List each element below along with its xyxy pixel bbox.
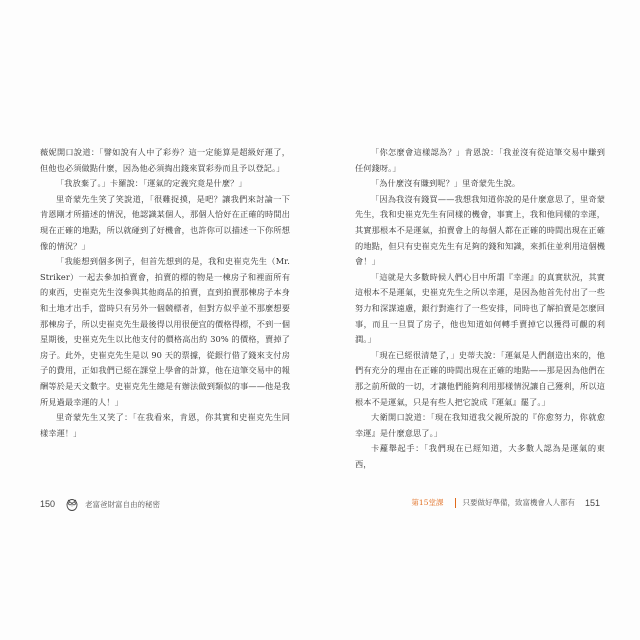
left-paragraph-3: 里奇蒙先生笑了笑說道，「很難捉摸，是吧？讓我們來討論一下肯恩剛才所描述的情況，他認識某個人，那個人恰好在正確的時間出現在正確的地點，所以就碰到了好機會，也許你可以描述一下你所想像的情況？」 — [40, 193, 290, 251]
left-page-number: 150 — [40, 499, 56, 509]
right-page-number: 151 — [584, 497, 600, 508]
owl-icon — [65, 497, 79, 511]
right-running-head: 只要做好準備，致富機會人人都有 — [462, 498, 575, 507]
right-paragraph-1: 「你怎麼會這樣認為？」肯恩說：「我並沒有從這筆交易中賺到任何錢呀。」 — [355, 147, 605, 173]
right-paragraph-6: 大衛開口說道：「現在我知道我父親所說的『你愈努力，你就愈幸運』是什麼意思了。」 — [355, 412, 605, 438]
left-paragraph-1: 薇妮開口說道：「譬如說有人中了彩券？這一定能算是超級好運了，但他也必須做點什麼，因為他必須掏出錢來買彩券而且予以登記。」 — [40, 147, 290, 173]
right-paragraph-7: 卡蘿舉起手：「我們現在已經知道，大多數人認為是運氣的東西， — [355, 443, 605, 469]
right-paragraph-5: 「現在已經很清楚了，」史蒂夫說：「運氣是人們創造出來的，他們有充分的理由在正確的時間出現在正確的地點——那是因為他們在那之前所做的一切，才讓他們能夠利用那樣情況讓自己獲利，所以這根本不是運氣，只是有些人把它說成『運氣』罷了。」 — [355, 349, 605, 407]
right-page — [355, 145, 605, 472]
right-paragraph-2: 「為什麼沒有賺到呢？」里奇蒙先生說。 — [371, 178, 521, 189]
right-paragraph-4: 「這就是大多數時候人們心目中所謂『幸運』的真實狀況，其實這根本不是運氣，史崔克先生之所以幸運，是因為他首先付出了一些努力和深謀遠慮，銀行對進行了一些安排，同時也了解拍賣是怎麼回事，而且一旦買了房子，他也知道如何轉手賣掉它以獲得可觀的利潤。」 — [355, 271, 605, 345]
left-page — [40, 145, 290, 441]
left-paragraph-4: 「我能想到個多例子，但首先想到的是，我和史崔克先生（Mr. Striker）一起去參加拍賣會，拍賣的標的物是一棟房子和裡面所有的東西，史崔克先生沒參與其他商品的拍賣，直到拍賣那棟房子本身和土地才出手，當時只有另外一個競標者，但對方似乎並不那麼想要那棟房子，所以史崔克先生最後得以用很便宜的價格得標，不到一個星期後，史崔克先生以比他支付的價格高出約 30% 的價格，賣掉了房子。此外，史崔克先生是以 90 天的票據，從銀行借了錢來支付房子的費用，正如我們已經在課堂上學會的計算，他在這筆交易中的報酬等於是天文數字。史崔克先生總是有辦法做到類似的事——他是我所見過最幸運的人！」 — [40, 256, 290, 407]
chapter-tag: 第15堂課 — [411, 498, 444, 507]
footer-divider — [455, 498, 456, 508]
left-paragraph-5: 里奇蒙先生又笑了：「在我看來，肯恩，你其實和史崔克先生同樣幸運！」 — [40, 412, 290, 438]
right-footer — [411, 497, 600, 508]
left-footer — [40, 497, 160, 511]
left-paragraph-2: 「我放棄了。」卡羅說：「運氣的定義究竟是什麼？」 — [56, 178, 247, 189]
right-paragraph-3: 「因為我沒有錢買——我想我知道你說的是什麼意思了，里奇蒙先生，我和史崔克先生有同樣的機會，事實上，我和他同樣的幸運，其實那根本不是運氣，拍賣會上的每個人都在正確的時間出現在正確的地點，但只有史崔克先生有足夠的錢和知識，來抓住並利用這個機會！」 — [355, 193, 605, 267]
left-running-head: 老富爸財富自由的秘密 — [85, 499, 161, 509]
